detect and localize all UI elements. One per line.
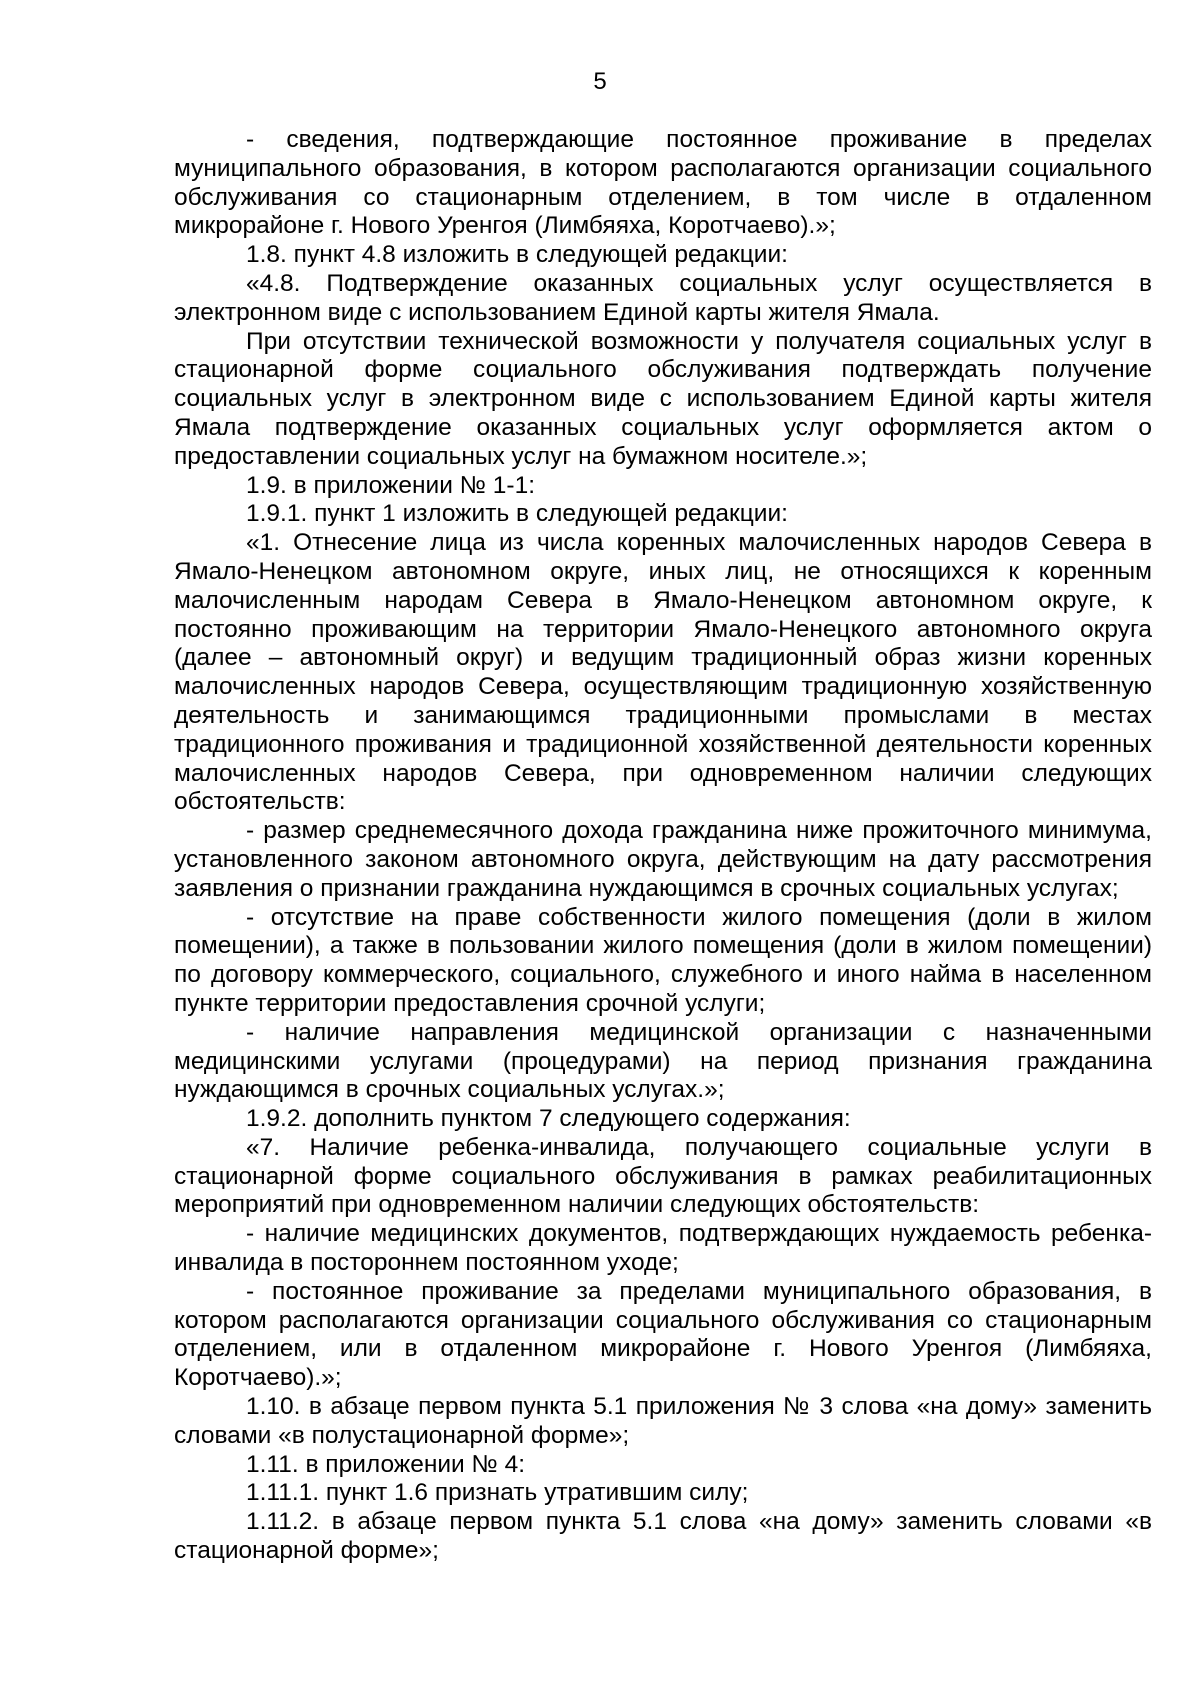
paragraph-item-1: «1. Отнесение лица из числа коренных малочисленных народов Севера в Ямало-Ненецком автономном округе, иных лиц, не относящихся к коренным малочисленным народам Севера в Ямало-Ненецком автономном округе, к постоянно проживающим на территории Ямало-Ненецкого автономного округа (далее – автономный округ) и ведущим традиционный образ жизни коренных малочисленных народов Севера, осуществляющим традиционную хозяйственную деятельность и занимающимся традиционными промыслами в местах традиционного проживания и традиционной хозяйственной деятельности коренных малочисленных народов Севера, при одновременном наличии следующих обстоятельств: (174, 529, 1152, 816)
paragraph-medical-referral-criterion: - наличие направления медицинской организации с назначенными медицинскими услугами (процедурами) на период признания гражданина нуждающимся в срочных социальных услугах.»; (174, 1018, 1152, 1104)
paragraph-residence-outside-criterion: - постоянное проживание за пределами муниципального образования, в котором располагаются организации социального обслуживания со стационарным отделением, или в отдаленном микрорайоне г. Нового Уренгоя (Лимбяяха, Коротчаево).»; (174, 1277, 1152, 1392)
paragraph-1-9-2: 1.9.2. дополнить пунктом 7 следующего содержания: (246, 1105, 851, 1133)
paragraph-medical-documents-criterion: - наличие медицинских документов, подтверждающих нуждаемость ребенка-инвалида в постороннем постоянном уходе; (174, 1220, 1152, 1277)
document-body (174, 126, 1152, 1566)
paragraph-housing-criterion: - отсутствие на праве собственности жилого помещения (доли в жилом помещении), а также в пользовании жилого помещения (доли в жилом помещении) по договору коммерческого, социального, служебного и иного найма в населенном пункте территории предоставления срочной услуги; (174, 903, 1152, 1017)
paragraph-1-11-1: 1.11.1. пункт 1.6 признать утратившим силу; (246, 1479, 749, 1507)
paragraph-1-9-1: 1.9.1. пункт 1 изложить в следующей редакции: (246, 500, 788, 528)
paragraph-1-10: 1.10. в абзаце первом пункта 5.1 приложения № 3 слова «на дому» заменить словами «в полустационарной форме»; (174, 1393, 1152, 1449)
paragraph-1-8: 1.8. пункт 4.8 изложить в следующей редакции: (246, 241, 788, 269)
paragraph-item-7: «7. Наличие ребенка-инвалида, получающего социальные услуги в стационарной форме социального обслуживания в рамках реабилитационных мероприятий при одновременном наличии следующих обстоятельств: (174, 1133, 1152, 1219)
paragraph-1-11-2: 1.11.2. в абзаце первом пункта 5.1 слова «на дому» заменить словами «в стационарной форме»; (174, 1508, 1152, 1565)
paragraph-residence-info: - сведения, подтверждающие постоянное проживание в пределах муниципального образования, в котором располагаются организации социального обслуживания со стационарным отделением, в том числе в отдаленном микрорайоне г. Нового Уренгоя (Лимбяяха, Коротчаево).»; (174, 126, 1152, 240)
paragraph-1-11: 1.11. в приложении № 4: (246, 1450, 526, 1478)
paragraph-4-8: «4.8. Подтверждение оказанных социальных услуг осуществляется в электронном виде с использованием Единой карты жителя Ямала. (174, 269, 1152, 326)
page-number: 5 (593, 68, 607, 95)
paragraph-no-technical-possibility: При отсутствии технической возможности у получателя социальных услуг в стационарной форме социального обслуживания подтверждать получение социальных услуг в электронном виде с использованием Единой карты жителя Ямала подтверждение оказанных социальных услуг оформляется актом о предоставлении социальных услуг на бумажном носителе.»; (174, 327, 1152, 470)
paragraph-income-criterion: - размер среднемесячного дохода гражданина ниже прожиточного минимума, установленного законом автономного округа, действующим на дату рассмотрения заявления о признании гражданина нуждающимся в срочных социальных услугах; (174, 817, 1152, 902)
paragraph-1-9: 1.9. в приложении № 1-1: (246, 471, 536, 499)
